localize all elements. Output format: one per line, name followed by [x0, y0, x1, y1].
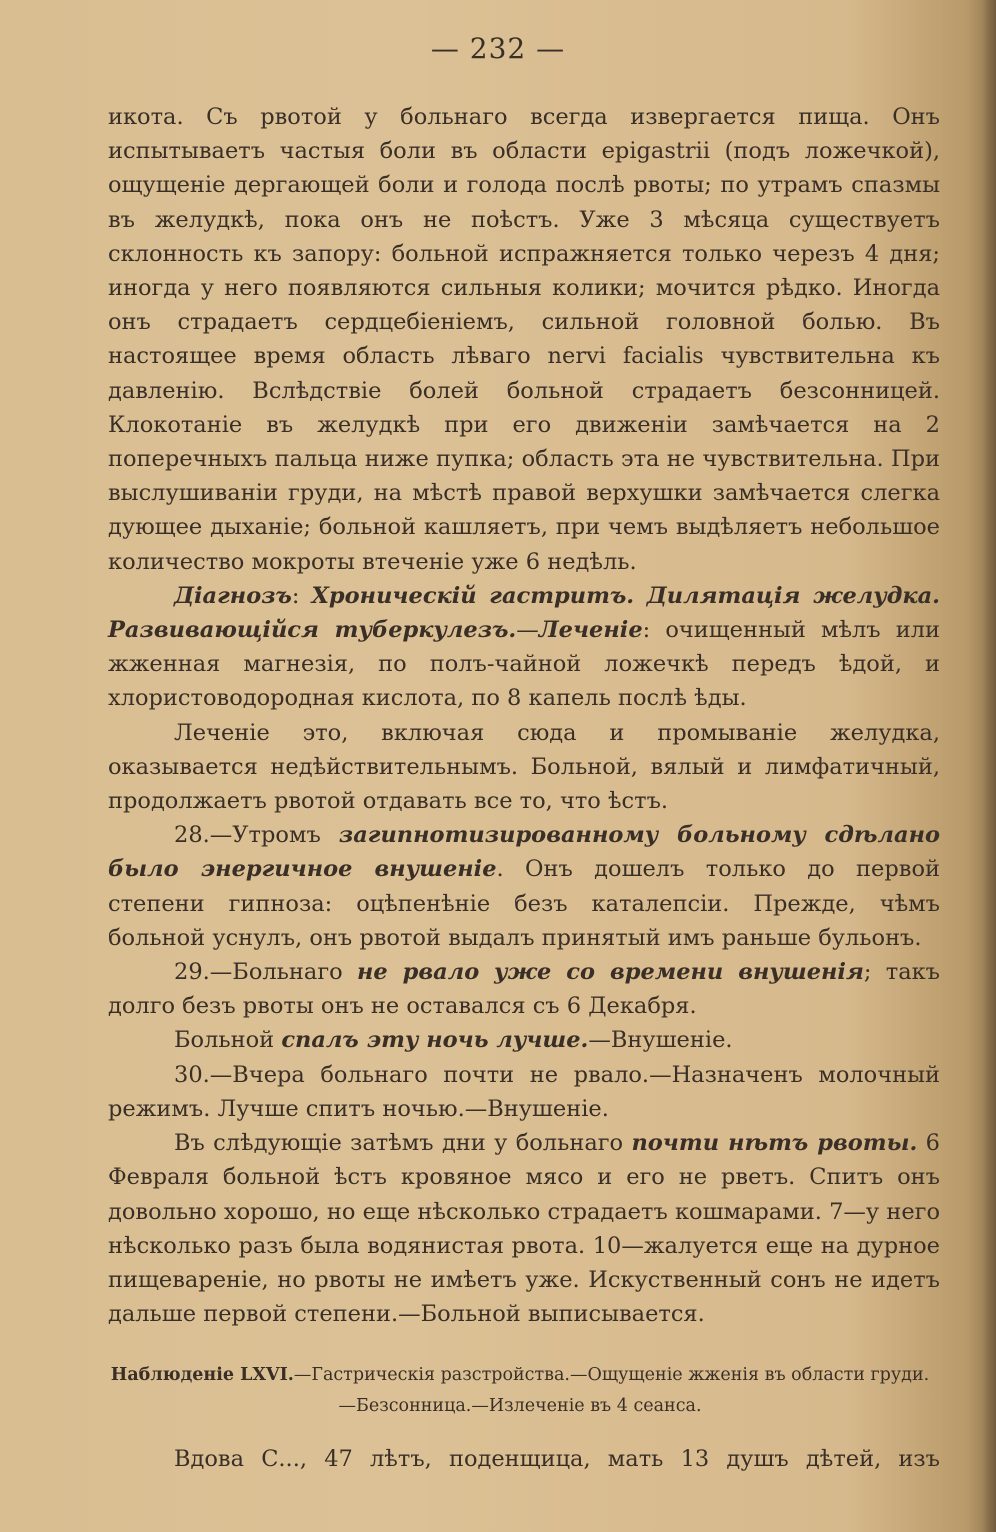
diagnosis-label: Діагнозъ: [174, 582, 292, 609]
observation-heading: [104, 1360, 936, 1422]
diagnosis-separator: :: [291, 582, 312, 609]
page-edge-shadow: [982, 0, 996, 1532]
paragraph-sleep: [108, 1023, 940, 1057]
paragraph-day-28: [108, 818, 940, 955]
following-start: Въ слѣдующіе затѣмъ дни у больнаго: [174, 1130, 632, 1157]
sleep-italic: спалъ эту ночь лучше.: [281, 1027, 589, 1054]
day-28-rest: . Онъ дошелъ только до первой степени гипноза: оцѣпенѣніе безъ каталепсіи. Прежде, чѣмъ больной уснулъ, онъ рвотой выдалъ принятый имъ раньше бульонъ.: [108, 856, 940, 951]
sleep-start: Больной: [174, 1027, 282, 1054]
page-number: — 232 —: [430, 32, 566, 65]
observation-number: Наблюденіе LXVI.: [110, 1365, 294, 1385]
paragraph-treatment-result: Леченіе это, включая сюда и промываніе желудка, оказывается недѣйствительнымъ. Больной, вялый и лимфатичный, продолжаетъ рвотой отдавать все то, что ѣстъ.: [108, 719, 940, 815]
treatment-text: : очищенный мѣлъ или жженная магнезія, по полъ-чайной ложечкѣ передъ ѣдой, и хлористоводородная кислота, по 8 капель послѣ ѣды.: [108, 617, 940, 712]
paragraph-widow: Вдова С..., 47 лѣтъ, поденщица, мать 13 душъ дѣтей, изъ: [174, 1446, 940, 1472]
observation-summary: —Гастрическія разстройства.—Ощущеніе жженія въ области груди.—Безсонница.—Излеченіе въ 4 сеанса.: [293, 1365, 930, 1416]
paragraph-day-30: 30.—Вчера больнаго почти не рвало.—Назначенъ молочный режимъ. Лучше спитъ ночью.—Внушеніе.: [108, 1061, 940, 1122]
day-29-start: 29.—Больнаго: [174, 959, 357, 986]
day-29-rest: ; такъ долго безъ рвоты онъ не оставался съ 6 Декабря.: [108, 959, 940, 1020]
day-28-start: 28.—Утромъ: [174, 822, 339, 849]
day-29-italic: не рвало уже со времени внушенія: [356, 959, 864, 986]
treatment-label: Леченіе: [538, 617, 643, 644]
paragraph-intro: икота. Съ рвотой у больнаго всегда извергается пища. Онъ испытываетъ частыя боли въ области epigastrii (подъ ложечкой), ощущеніе дергающей боли и голода послѣ рвоты; по утрамъ спазмы въ желудкѣ, пока онъ не поѣстъ. Уже 3 мѣсяца существуетъ склонность къ запору: больной испражняется только черезъ 4 дня; иногда у него появляются сильныя колики; мочится рѣдко. Иногда онъ страдаетъ сердцебіеніемъ, сильной головной болью. Въ настоящее время область лѣваго nervi facialis чувствительна къ давленію. Вслѣдствіе болей больной страдаетъ безсонницей. Клокотаніе въ желудкѣ при его движеніи замѣчается на 2 поперечныхъ пальца ниже пупка; область эта не чувствительна. При выслушиваніи груди, на мѣстѣ правой верхушки замѣчается слегка дующее дыханіе; больной кашляетъ, при чемъ выдѣляетъ небольшое количество мокроты втеченіе уже 6 недѣль.: [108, 104, 940, 575]
following-italic: почти нѣтъ рвоты.: [631, 1130, 918, 1157]
sleep-rest: —Внушеніе.: [588, 1027, 733, 1054]
body-text: [108, 100, 940, 1331]
diagnosis-text: Хроническій гастритъ. Дилятація желудка. Развивающійся туберкулезъ.: [108, 582, 940, 644]
diagnosis-dash: —: [516, 617, 539, 644]
day-28-italic: загипнотизированному больному сдѣлано было энергичное внушеніе: [108, 822, 940, 883]
following-rest: 6 Февраля больной ѣстъ кровяное мясо и его не рветъ. Спитъ онъ довольно хорошо, но еще нѣсколько страдаетъ кошмарами. 7—у него нѣсколько разъ была водянистая рвота. 10—жалуется еще на дурное пищевареніе, но рвоты не имѣетъ уже. Искуственный сонъ не идетъ дальше первой степени.—Больной выписывается.: [108, 1130, 940, 1328]
paragraph-day-29: [108, 955, 940, 1023]
paragraph-following-days: [108, 1126, 940, 1331]
paragraph-diagnosis: [108, 579, 940, 716]
